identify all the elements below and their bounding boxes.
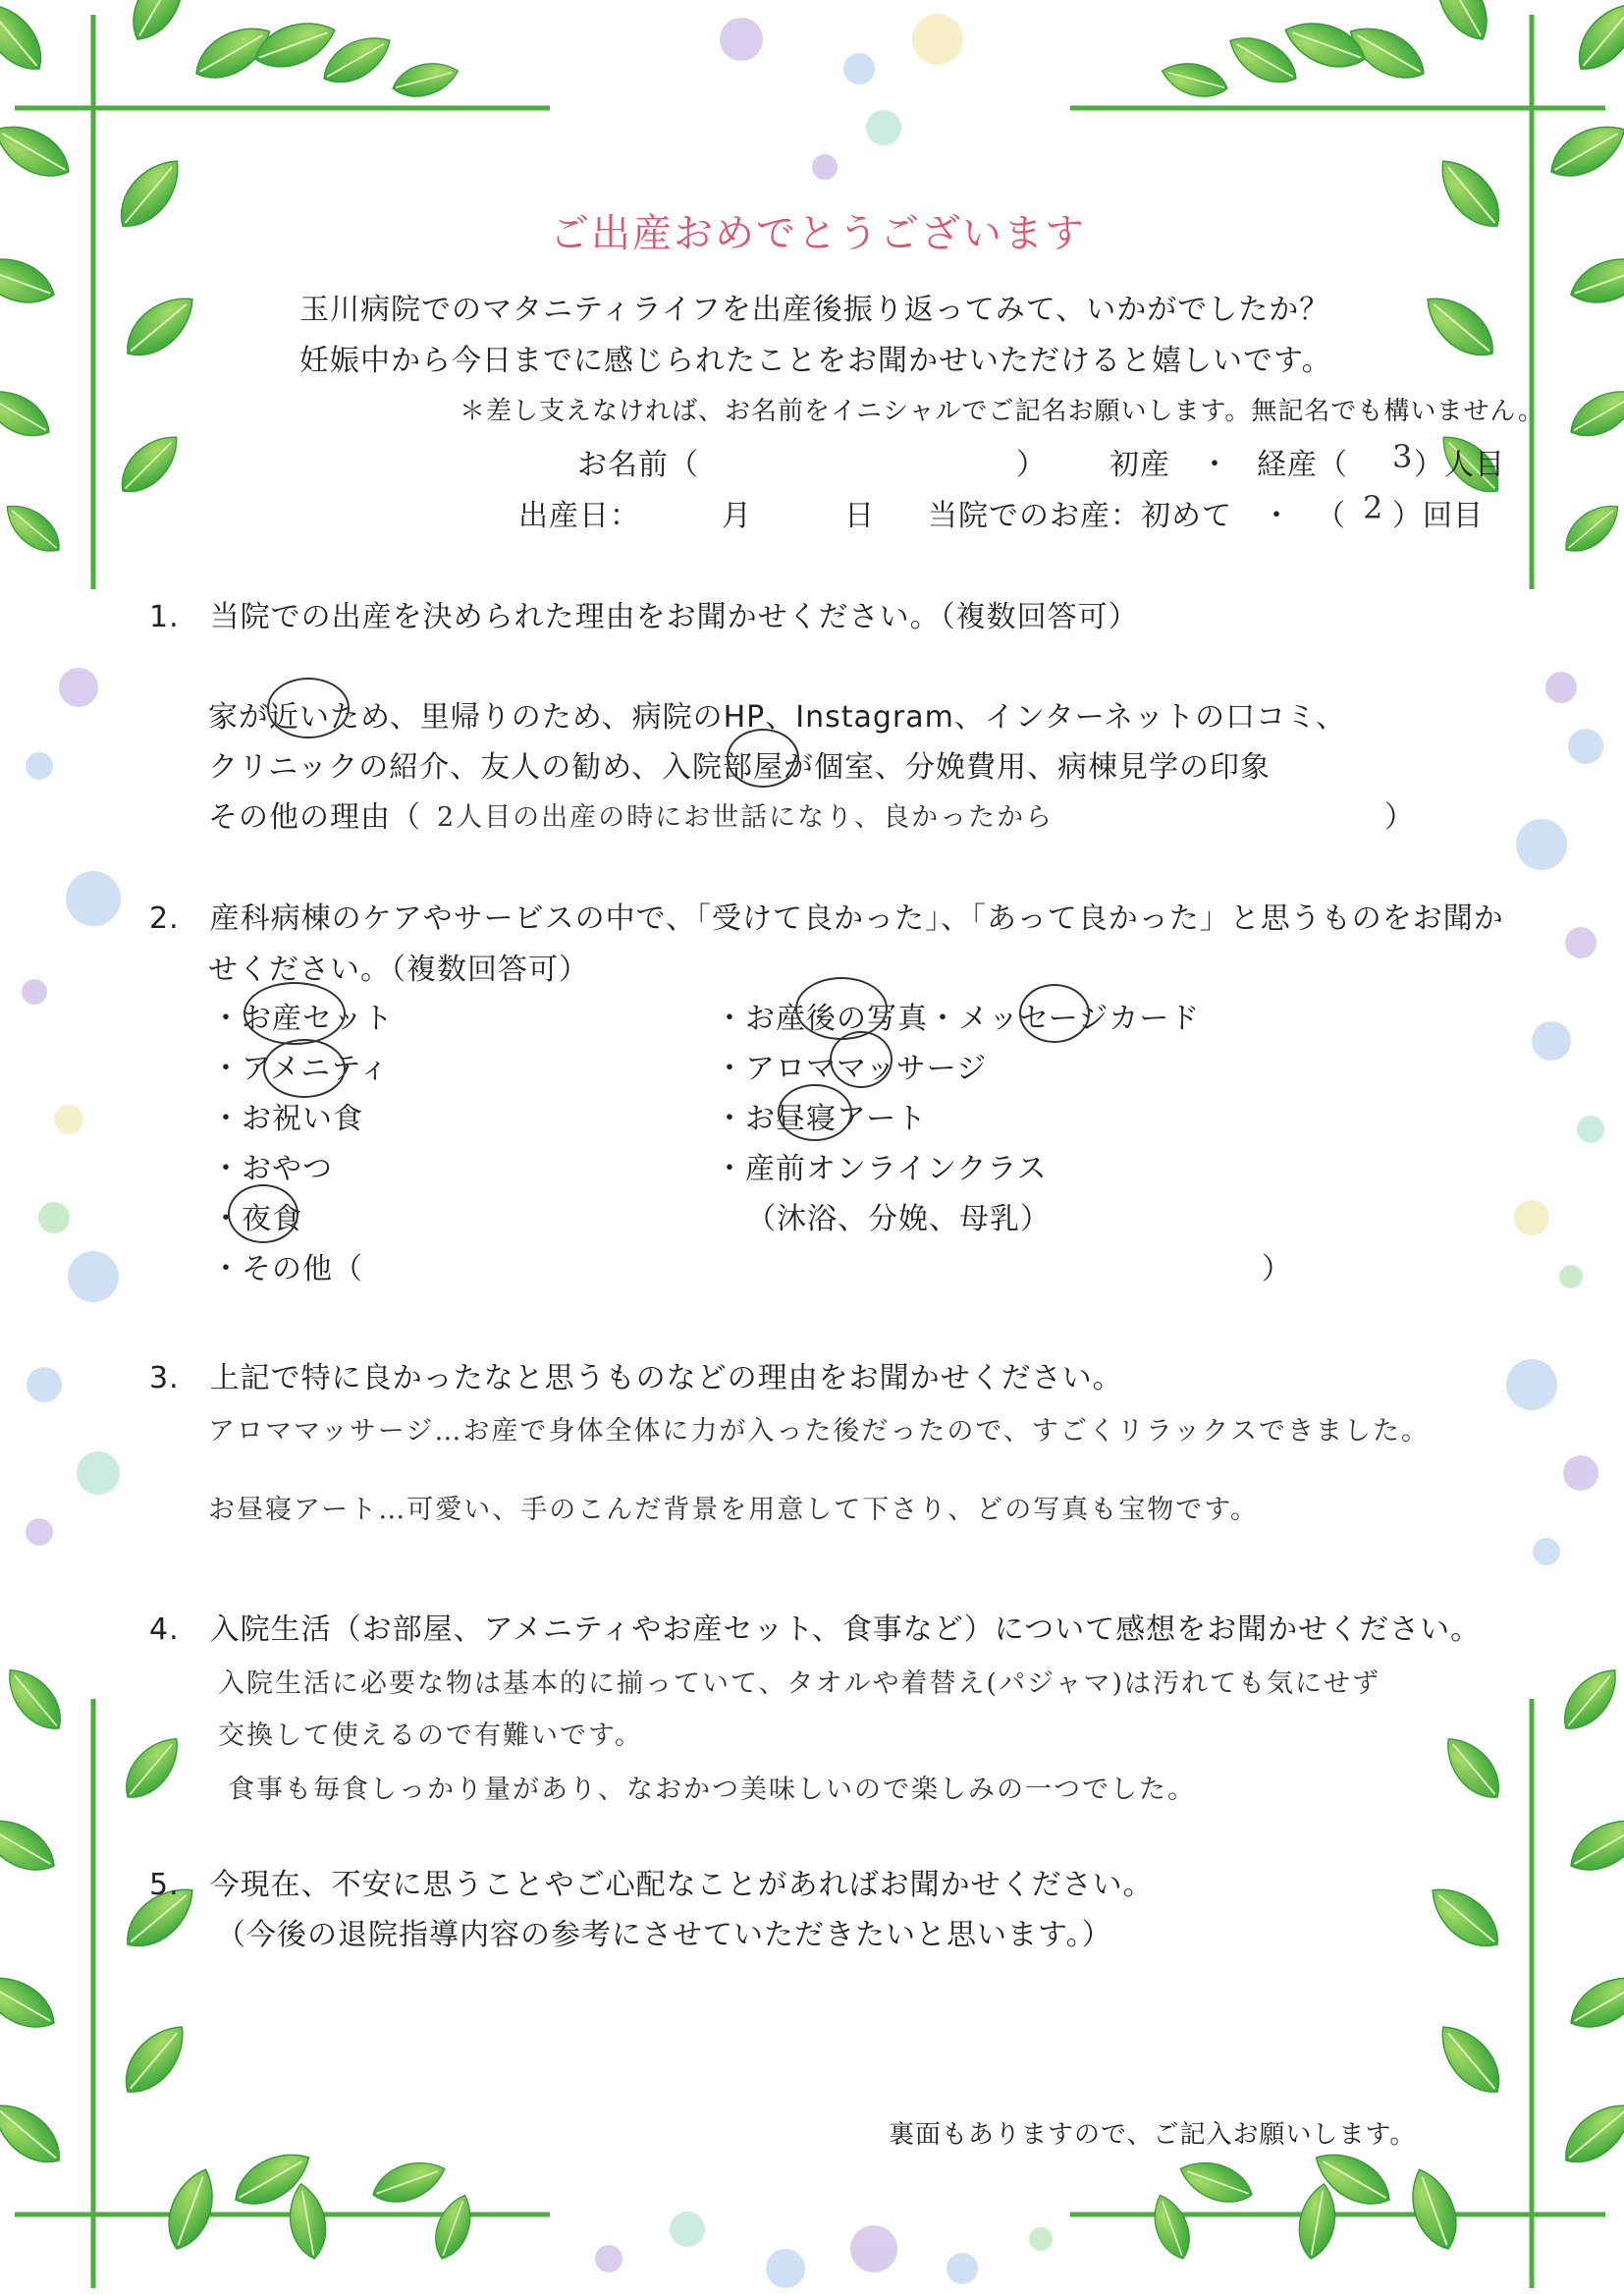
- q2-option-online-class: ・産前オンラインクラス: [715, 1152, 1048, 1186]
- leaf: [1566, 0, 1624, 82]
- q5-question: 5. 今現在、不安に思うことやご心配なことがあればお聞かせください。: [149, 1868, 1154, 1902]
- day-label: 日: [844, 499, 875, 533]
- q2-option-photo-card: ・お産後の写真・メッセージカード: [715, 1002, 1201, 1036]
- q4-question: 4. 入院生活（お部屋、アメニティやお産セット、食事など）について感想をお聞かせください。: [149, 1612, 1482, 1647]
- q1-question: 1. 当院での出産を決められた理由をお聞かせください。（複数回答可）: [149, 600, 1139, 634]
- q2-option-aroma-massage: ・アロママッサージ: [715, 1052, 988, 1086]
- q2-selection-circle: [228, 1184, 298, 1243]
- q1-selection-circle: [267, 678, 350, 738]
- leaf: [0, 495, 69, 562]
- q1-options-line-2: クリニックの紹介、友人の勧め、入院部屋が個室、分娩費用、病棟見学の印象: [208, 750, 1271, 785]
- q2-option-amenity: ・アメニティ: [211, 1052, 390, 1086]
- q2-selection-circle: [795, 977, 888, 1040]
- q2-question-line-1: 2. 産科病棟のケアやサービスの中で、「受けて良かった」、「あって良かった」と思うものをお聞か: [149, 902, 1504, 936]
- leaf: [1424, 0, 1499, 49]
- q2-option-other: ・その他（: [211, 1252, 363, 1286]
- q3-answer-line-1: アロママッサージ…お産で身体全体に力が入った後だったので、すごくリラックスできました。: [208, 1416, 1431, 1447]
- intro-line-2: 妊娠中から今日までに感じられたことをお聞かせいただけると嬉しいです。: [299, 344, 1332, 378]
- birth-date-label: 出産日：: [518, 499, 640, 533]
- hospital-birth-label: 当院でのお産：初めて: [928, 499, 1232, 533]
- name-label: お名前（: [577, 448, 699, 482]
- q2-selection-circle: [263, 1039, 346, 1098]
- q2-selection-circle: [244, 982, 346, 1045]
- q2-other-close: ）: [1262, 1252, 1292, 1286]
- leaf: [0, 1659, 72, 1739]
- leaf: [0, 379, 58, 447]
- leaf: [0, 2092, 72, 2175]
- footer-note: 裏面もありますので、ご記入お願いします。: [889, 2120, 1417, 2150]
- page-title: ご出産おめでとうございます: [550, 211, 1086, 256]
- q2-option-snack: ・おやつ: [211, 1152, 333, 1186]
- first-birth-option: 初産: [1110, 448, 1170, 482]
- q3-answer-line-2: お昼寝アート…可愛い、手のこんだ背景を用意して下さり、どの写真も宝物です。: [208, 1495, 1260, 1525]
- leaf: [1553, 2092, 1624, 2175]
- leaf: [1553, 1659, 1624, 1739]
- leaf: [1556, 495, 1624, 562]
- q3-question: 3. 上記で特に良かったなと思うものなどの理由をお聞かせください。: [149, 1361, 1123, 1395]
- leaf: [1542, 113, 1624, 189]
- q5-sub: （今後の退院指導内容の参考にさせていただきたいと思います。）: [216, 1918, 1112, 1952]
- leaf: [0, 113, 79, 189]
- leaf: [1564, 247, 1624, 312]
- leaf: [0, 0, 54, 82]
- name-close: ）: [1016, 448, 1047, 482]
- q4-answer-line-3: 食事も毎食しっかり量があり、なおかつ美味しいので楽しみの一つでした。: [228, 1775, 1196, 1805]
- q1-other-close: ）: [1384, 800, 1415, 835]
- count-open: （: [1316, 499, 1346, 533]
- leaf: [1561, 1807, 1624, 1883]
- q2-selection-circle: [830, 1031, 893, 1088]
- date-row-dot: ・: [1262, 499, 1292, 533]
- hospital-count-answer: 2: [1363, 489, 1385, 526]
- leaf: [0, 1807, 64, 1883]
- q2-option-osan-set: ・お産セット: [211, 1002, 394, 1036]
- month-label: 月: [722, 499, 752, 533]
- nin-label: ）人目: [1414, 448, 1505, 482]
- leaf: [0, 1964, 64, 2040]
- q2-option-celebration-meal: ・お祝い食: [211, 1102, 363, 1136]
- leaf: [1562, 379, 1624, 447]
- birth-count-answer: 3: [1392, 438, 1415, 475]
- q1-other-label: その他の理由（: [208, 800, 421, 835]
- q2-online-class-sub: （沐浴、分娩、母乳）: [746, 1202, 1051, 1236]
- q1-selection-circle: [727, 729, 799, 788]
- q2-option-nap-art: ・お昼寝アート: [715, 1102, 928, 1136]
- q1-other-answer: 2人目の出産の時にお世話になり、良かったから: [437, 802, 1055, 833]
- multi-birth-option: 経産（: [1257, 448, 1348, 482]
- leaf: [121, 0, 196, 49]
- q2-selection-circle: [1019, 984, 1090, 1043]
- q4-answer-line-1: 入院生活に必要な物は基本的に揃っていて、タオルや着替え(パジャマ)は汚れても気にせず: [218, 1668, 1380, 1699]
- intro-line-1: 玉川病院でのマタニティライフを出産後振り返ってみて、いかがでしたか？: [299, 293, 1330, 327]
- kaime-label: ）回目: [1392, 499, 1484, 533]
- leaf: [1561, 1964, 1624, 2040]
- q2-option-night-meal: ・夜食: [211, 1202, 302, 1236]
- q2-selection-circle: [778, 1084, 852, 1141]
- q2-question-line-2: せください。（複数回答可）: [208, 953, 589, 987]
- q1-options-line-1: 家が近いため、里帰りのため、病院のHP、Instagram、インターネットの口コミ、: [208, 700, 1346, 735]
- leaf: [0, 247, 61, 312]
- intro-note: ＊差し支えなければ、お名前をイニシャルでご記名お願いします。無記名でも構いません。: [460, 397, 1544, 426]
- name-row-dot: ・: [1200, 448, 1230, 482]
- q4-answer-line-2: 交換して使えるので有難いです。: [218, 1721, 643, 1751]
